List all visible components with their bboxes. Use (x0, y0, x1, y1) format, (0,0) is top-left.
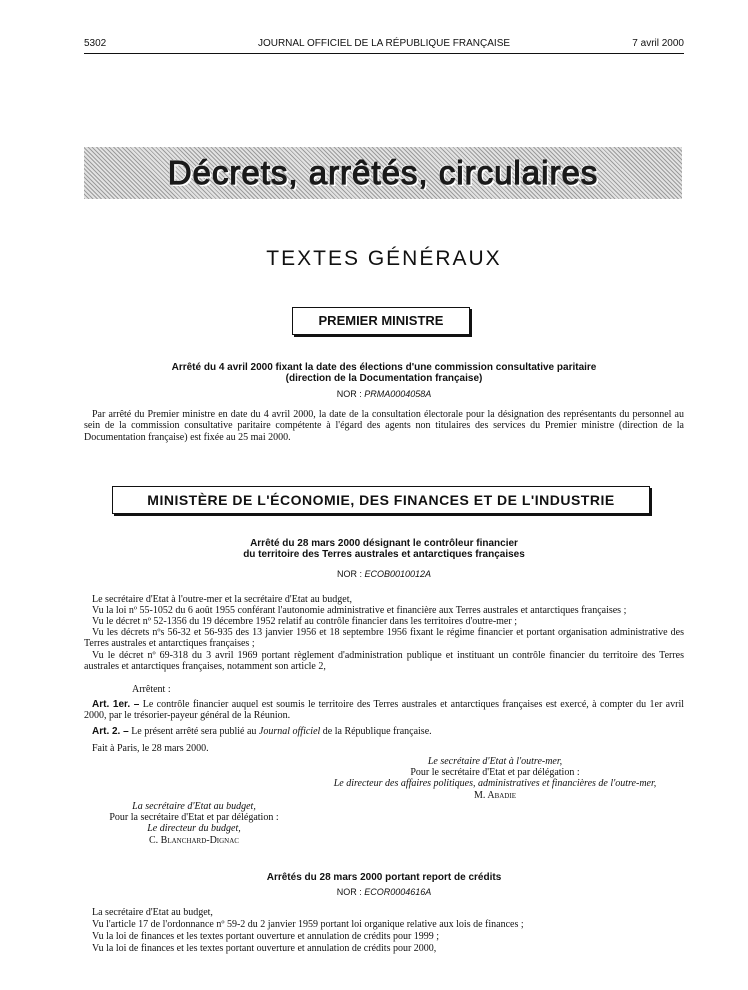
decree-1-title (84, 362, 684, 384)
banner-title: Décrets, arrêtés, circulaires (167, 154, 599, 191)
page-number: 5302 (84, 38, 107, 49)
decree-3-line-2: Vu l'article 17 de l'ordonnance nº 59-2 du 2 janvier 1959 portant loi organique relative aux lois de finances ; (92, 919, 524, 930)
sig-right-line3: Le directeur des affaires politiques, administratives et financières de l'outre-mer, (333, 778, 657, 790)
decree-2-title-line2: du territoire des Terres australes et antarctiques françaises (243, 549, 525, 560)
decree-2-visa-2: Vu la loi nº 55-1052 du 6 août 1955 conférant l'autonomie administrative et financière aux Terres australes et antarctiques françaises ; (92, 605, 627, 616)
decree-1-title-line2: (direction de la Documentation française) (285, 373, 483, 384)
decree-2-fait: Fait à Paris, le 28 mars 2000. (92, 743, 209, 754)
header-rule (84, 53, 684, 54)
sig-left-name: C. Blanchard-Dignac (149, 834, 239, 846)
decree-3-line-1: La secrétaire d'Etat au budget, (92, 907, 213, 918)
decree-1-nor (84, 388, 684, 400)
section-banner (84, 147, 682, 199)
article-2-text-a: Le présent arrêté sera publié au (131, 726, 257, 737)
article-2-journal-officiel: Journal officiel (258, 726, 321, 737)
running-header (84, 38, 684, 52)
decree-2-visa-4: Vu les décrets nºs 56-32 et 56-935 des 13 janvier 1956 et 18 septembre 1956 fixant le régime financier et portant organisation administrative des Terres australes et antarctiques françaises ; (84, 627, 684, 650)
signature-right (300, 756, 690, 801)
decree-2-visa-3: Vu le décret nº 52-1356 du 19 décembre 1952 relatif au contrôle financier dans les territoires d'outre-mer ; (92, 616, 517, 627)
decree-2-visa-5: Vu le décret nº 69-318 du 3 avril 1969 portant règlement d'administration publique et instituant un contrôle financier du territoire des Terres australes et antarctiques françaises, notamment son article 2, (84, 650, 684, 673)
decree-2-article-2 (84, 726, 684, 737)
sig-left-line2: Pour la secrétaire d'Etat et par délégation : (109, 812, 279, 824)
issue-date: 7 avril 2000 (632, 38, 684, 49)
decree-2-arretent: Arrêtent : (132, 684, 171, 695)
article-1-text: Le contrôle financier auquel est soumis le territoire des Terres australes et antarctiques françaises est exercé, à compter du 1er avril 2000, par le trésorier-payeur général de la Réunion. (84, 699, 685, 722)
decree-3-line-3: Vu la loi de finances et les textes portant ouverture et annulation de crédits pour 1999 ; (92, 931, 440, 942)
decree-2-visa-1: Le secrétaire d'Etat à l'outre-mer et la secrétaire d'Etat au budget, (92, 594, 352, 605)
decree-3-nor (84, 886, 684, 898)
decree-2-title (84, 538, 684, 560)
journal-title: JOURNAL OFFICIEL DE LA RÉPUBLIQUE FRANÇAISE (257, 38, 511, 49)
article-2-label: Art. 2. – (92, 726, 129, 737)
sig-right-name: M. Abadie (474, 789, 516, 801)
decree-2-title-line1: Arrêté du 28 mars 2000 désignant le contrôleur financier (250, 538, 518, 549)
decree-2-article-1 (84, 699, 684, 722)
ministry-box-economie: MINISTÈRE DE L'ÉCONOMIE, DES FINANCES ET DE L'INDUSTRIE (112, 486, 650, 514)
nor-code: ECOB0010012A (364, 569, 432, 579)
ministry-box-premier-ministre: PREMIER MINISTRE (292, 307, 470, 335)
article-1-label: Art. 1er. – (92, 699, 140, 710)
decree-3-title (84, 872, 684, 883)
sig-right-line2: Pour le secrétaire d'Etat et par délégation : (410, 767, 580, 779)
signature-left (84, 801, 304, 846)
sig-left-line3: Le directeur du budget, (147, 823, 241, 835)
decree-1-title-line1: Arrêté du 4 avril 2000 fixant la date des élections d'une commission consultative paritaire (171, 362, 597, 373)
nor-code: PRMA0004058A (364, 389, 432, 399)
section-heading: TEXTES GÉNÉRAUX (266, 247, 502, 270)
nor-label: NOR : (336, 887, 362, 897)
decree-2-nor (84, 568, 684, 580)
article-2-text-b: de la République française. (322, 726, 432, 737)
nor-label: NOR : (336, 569, 362, 579)
nor-code: ECOR0004616A (364, 887, 432, 897)
sig-left-line1: La secrétaire d'Etat au budget, (132, 801, 256, 812)
sig-right-line1: Le secrétaire d'Etat à l'outre-mer, (427, 756, 563, 767)
nor-label: NOR : (336, 389, 362, 399)
decree-3-line-4: Vu la loi de finances et les textes portant ouverture et annulation de crédits pour 2000, (92, 943, 437, 954)
decree-1-body: Par arrêté du Premier ministre en date du 4 avril 2000, la date de la consultation électorale pour la désignation des représentants du personnel au sein de la commission consultative paritaire compétente à l'égard des agents non titulaires des services du Premier ministre (direction de la Documentation française) est fixée au 25 mai 2000. (84, 409, 684, 443)
decree-3-title-line: Arrêtés du 28 mars 2000 portant report de crédits (266, 872, 502, 883)
